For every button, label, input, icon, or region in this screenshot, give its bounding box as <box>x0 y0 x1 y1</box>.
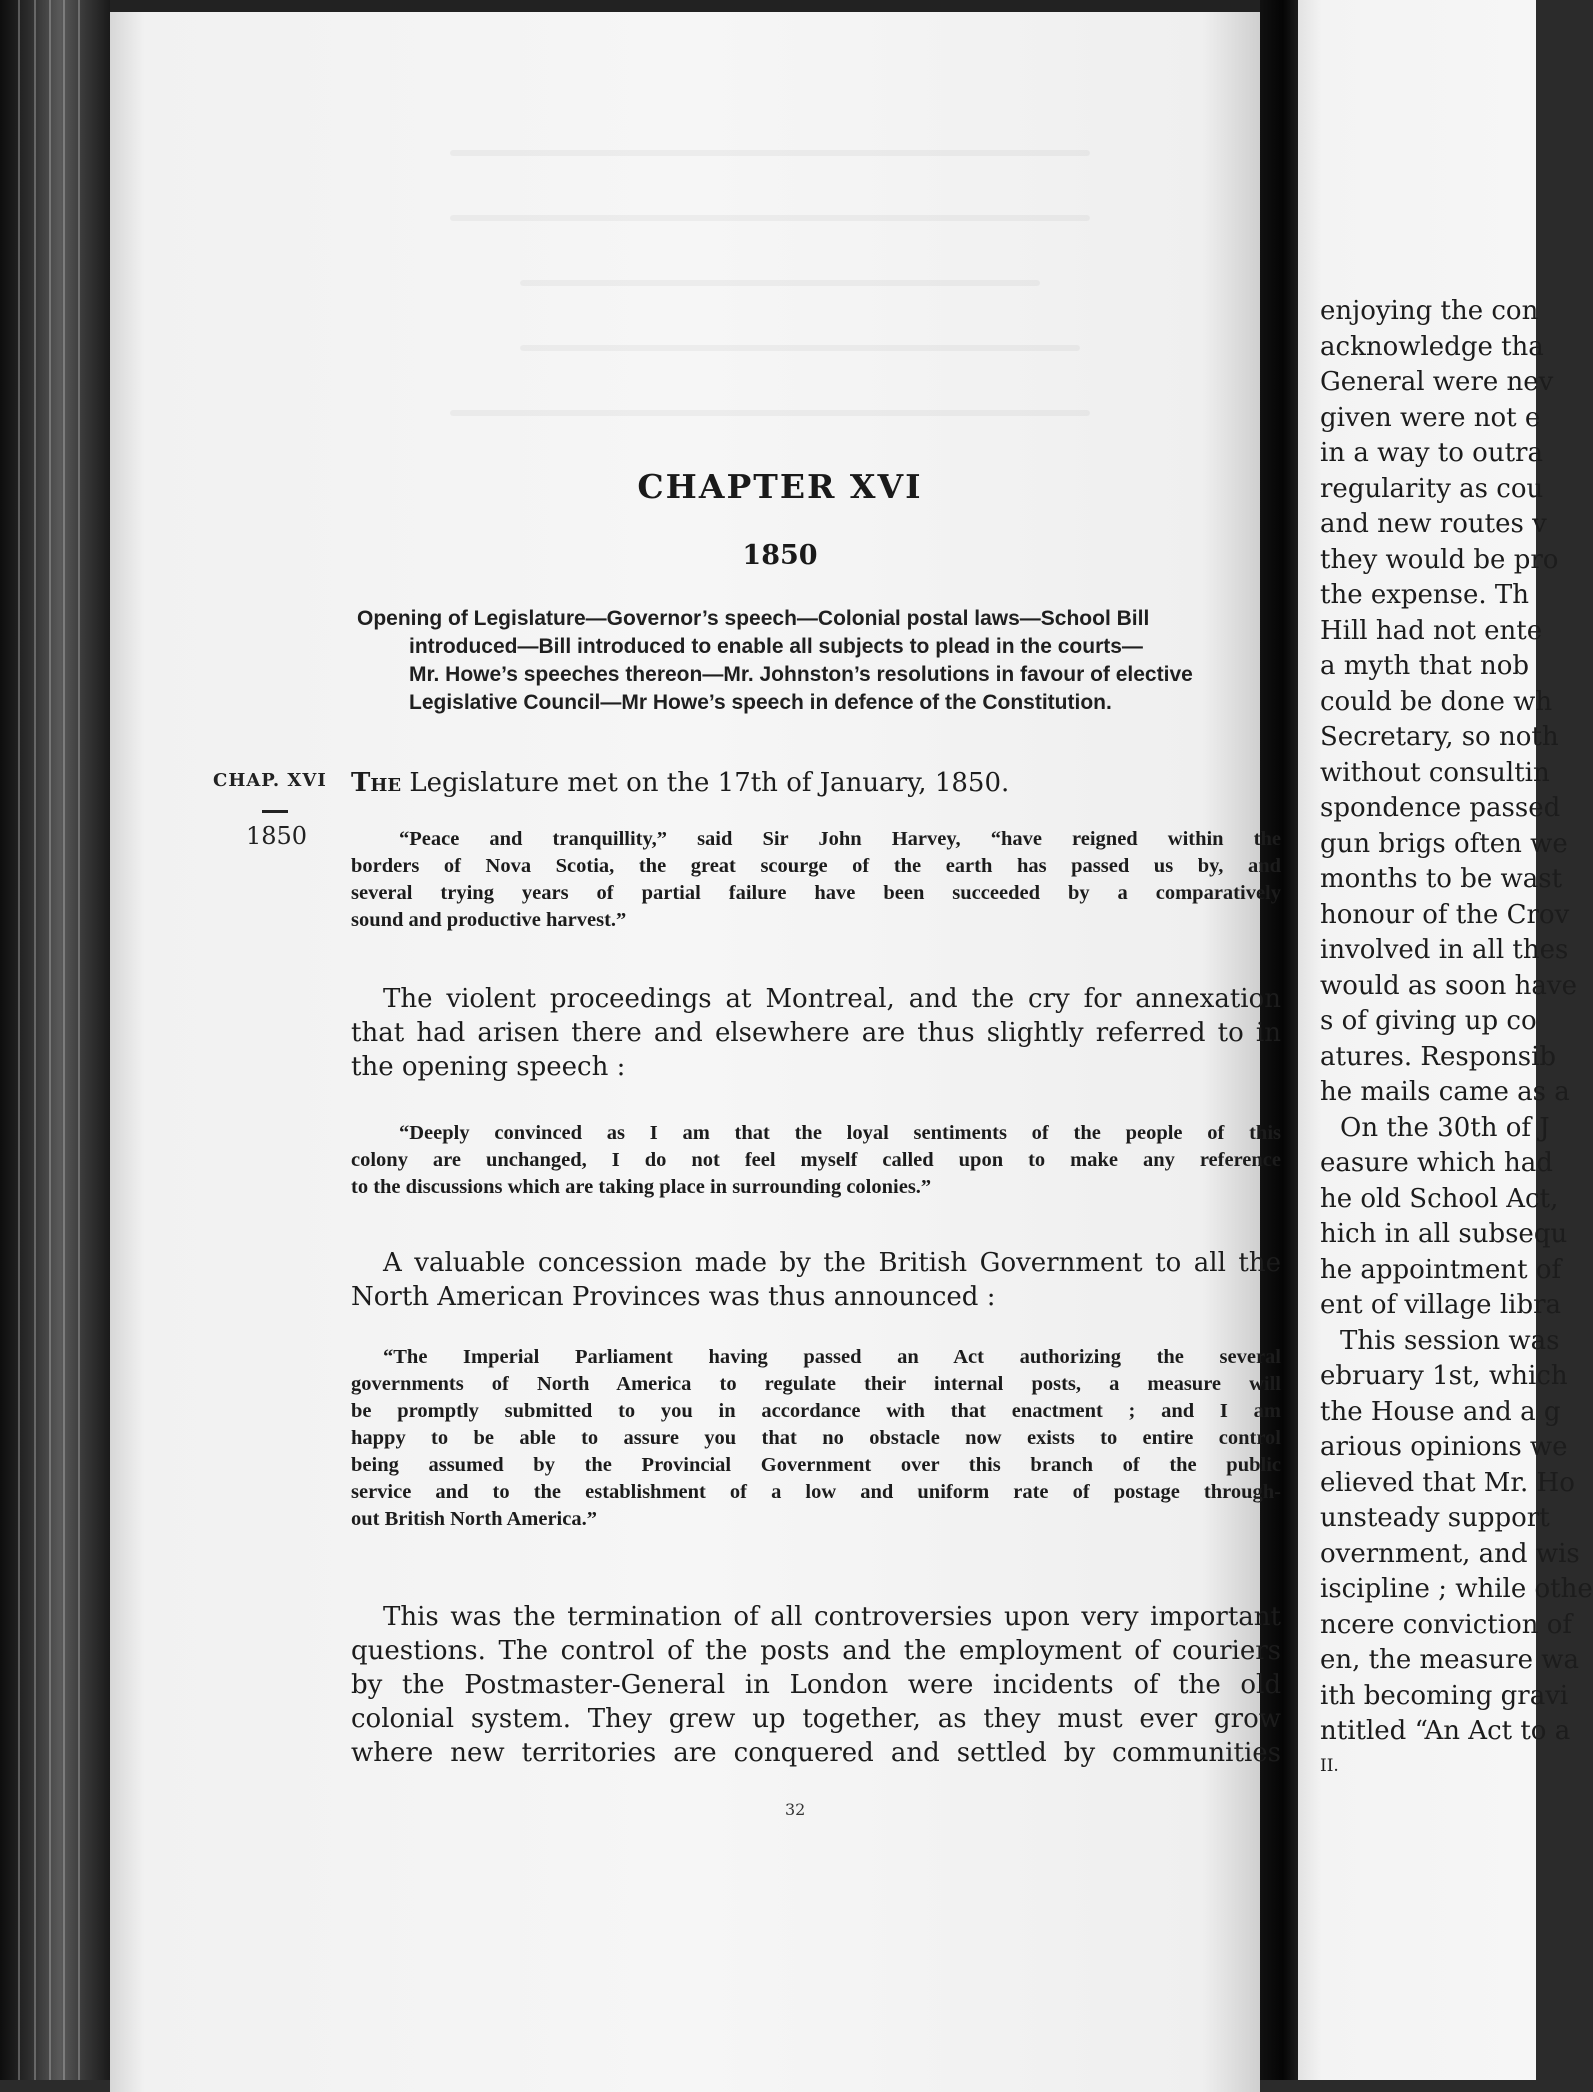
right-page-line: hich in all subsequ <box>1320 1219 1568 1249</box>
right-page-line: ent of village libra <box>1320 1290 1562 1320</box>
bleed-through <box>450 215 1090 221</box>
right-page-line: months to be wast <box>1320 864 1563 894</box>
opening-smallcaps: The <box>351 768 402 798</box>
text-line: A valuable concession made by the British Government to all the <box>383 1248 1281 1278</box>
right-page-line: ith becoming gravi <box>1320 1680 1569 1711</box>
right-page-line: in a way to outra <box>1320 438 1543 468</box>
right-page-line: regularity as cou <box>1320 473 1544 504</box>
paragraph-montreal <box>351 982 1281 1084</box>
right-page-line: This session was <box>1340 1325 1560 1356</box>
quote-line: sound and productive harvest.” <box>351 909 627 931</box>
right-page <box>1298 0 1593 2080</box>
quote-line: be promptly submitted to you in accordance with that enactment ; and I am <box>351 1400 1281 1422</box>
right-page-line: General were nev <box>1320 367 1554 397</box>
bleed-through <box>450 150 1090 156</box>
bleed-through <box>450 410 1090 416</box>
right-page-line: ebruary 1st, which <box>1320 1361 1568 1391</box>
chapter-title: CHAPTER XVI <box>637 467 923 506</box>
paragraph-concession <box>351 1246 1281 1314</box>
quote-line: being assumed by the Provincial Government over this branch of the public <box>351 1454 1281 1476</box>
synopsis-line: Opening of Legislature—Governor’s speech—Colonial postal laws—School Bill <box>357 607 1150 630</box>
right-page-line: given were not e <box>1320 402 1541 433</box>
right-page-line: en, the measure wa <box>1320 1645 1579 1675</box>
right-page-line: could be done wh <box>1320 686 1553 717</box>
right-page-line: would as soon have <box>1320 970 1577 1001</box>
right-page-line: gun brigs often we <box>1320 828 1568 859</box>
margin-dash <box>262 810 288 813</box>
chapter-synopsis <box>357 605 1277 717</box>
right-page-line: unsteady support <box>1320 1503 1550 1533</box>
text-line: colonial system. They grew up together, as they must ever grow <box>351 1704 1281 1734</box>
right-page-line: iscipline ; while othe <box>1320 1574 1593 1604</box>
text-line: by the Postmaster-General in London were incidents of the old <box>351 1670 1281 1700</box>
text-line: The violent proceedings at Montreal, and the cry for annexation <box>383 984 1281 1014</box>
right-page-line: On the 30th of J <box>1340 1112 1550 1143</box>
opening-paragraph <box>351 766 1281 800</box>
right-page-line: they would be pro <box>1320 544 1559 575</box>
quote-line: several trying years of partial failure have been succeeded by a comparatively <box>351 882 1281 904</box>
right-page-line: acknowledge tha <box>1320 331 1544 362</box>
synopsis-line: Legislative Council—Mr Howe’s speech in defence of the Constitution. <box>409 691 1112 714</box>
quote-parliament <box>351 1344 1281 1533</box>
text-line: the opening speech : <box>351 1052 626 1082</box>
quote-line: “The Imperial Parliament having passed an Act authorizing the several <box>383 1346 1281 1368</box>
chapter-year: 1850 <box>742 540 818 571</box>
text-line: North American Provinces was thus announced : <box>351 1282 996 1312</box>
quote-harvey <box>351 826 1281 934</box>
right-page-line: arious opinions we <box>1320 1432 1568 1462</box>
quote-line: governments of North America to regulate their internal posts, a measure will <box>351 1373 1281 1395</box>
right-page-line: elieved that Mr. Ho <box>1320 1467 1575 1498</box>
quote-loyal <box>351 1120 1281 1201</box>
margin-year-note: 1850 <box>246 822 308 850</box>
right-page-line: II. <box>1320 1755 1339 1776</box>
quote-line: to the discussions which are taking place in surrounding colonies.” <box>351 1176 932 1198</box>
right-page-line: he mails came as a <box>1320 1077 1570 1107</box>
right-page-line: atures. Responsib <box>1320 1041 1557 1072</box>
right-page-line: honour of the Crov <box>1320 899 1570 930</box>
bleed-through <box>520 280 1040 286</box>
synopsis-line: introduced—Bill introduced to enable all subjects to plead in the courts— <box>409 635 1143 658</box>
quote-line: “Peace and tranquillity,” said Sir John Harvey, “have reigned within the <box>399 828 1281 850</box>
right-page-line: spondence passed <box>1320 793 1561 823</box>
quote-line: out British North America.” <box>351 1508 597 1530</box>
right-page-line: enjoying the con <box>1320 296 1539 326</box>
text-line: that had arisen there and elsewhere are thus slightly referred to in <box>351 1018 1281 1048</box>
right-page-line: Hill had not ente <box>1320 615 1543 646</box>
right-page-line: he appointment of <box>1320 1254 1562 1285</box>
right-page-line: and new routes v <box>1320 509 1547 539</box>
quote-line: colony are unchanged, I do not feel myself called upon to make any reference <box>351 1149 1281 1171</box>
synopsis-line: Mr. Howe’s speeches thereon—Mr. Johnston’s resolutions in favour of elective <box>409 663 1193 686</box>
page-number: 32 <box>785 1800 806 1819</box>
bleed-through <box>520 345 1080 351</box>
right-page-line: s of giving up co <box>1320 1006 1537 1036</box>
quote-line: “Deeply convinced as I am that the loyal sentiments of the people of this <box>399 1122 1281 1144</box>
right-page-line: involved in all thes <box>1320 935 1569 965</box>
right-page-line: a myth that nob <box>1320 651 1530 681</box>
right-page-line: Secretary, so noth <box>1320 722 1559 752</box>
right-page-line: easure which had <box>1320 1148 1553 1178</box>
text-line: questions. The control of the posts and the employment of couriers <box>351 1636 1281 1666</box>
right-page-line: ntitled “An Act to a <box>1320 1716 1571 1746</box>
right-page-line: the expense. Th <box>1320 580 1530 610</box>
book-edge <box>0 0 110 2080</box>
right-page-line: the House and a g <box>1320 1396 1561 1427</box>
margin-chapter-note: CHAP. XVI <box>213 770 327 791</box>
right-page-line: he old School Act, <box>1320 1183 1559 1214</box>
opening-text: Legislature met on the 17th of January, 1850. <box>401 768 1010 798</box>
text-line: This was the termination of all controversies upon very important <box>383 1602 1281 1632</box>
quote-line: happy to be able to assure you that no obstacle now exists to entire control <box>351 1427 1281 1449</box>
right-page-line: ncere conviction of <box>1320 1609 1573 1640</box>
right-page-line: without consultin <box>1320 757 1550 788</box>
right-page-line: overnment, and wis <box>1320 1538 1580 1569</box>
text-line: where new territories are conquered and settled by communities <box>351 1738 1281 1768</box>
paragraph-termination <box>351 1600 1281 1770</box>
quote-line: service and to the establishment of a low and uniform rate of postage through- <box>351 1481 1281 1503</box>
quote-line: borders of Nova Scotia, the great scourge of the earth has passed us by, and <box>351 855 1281 877</box>
